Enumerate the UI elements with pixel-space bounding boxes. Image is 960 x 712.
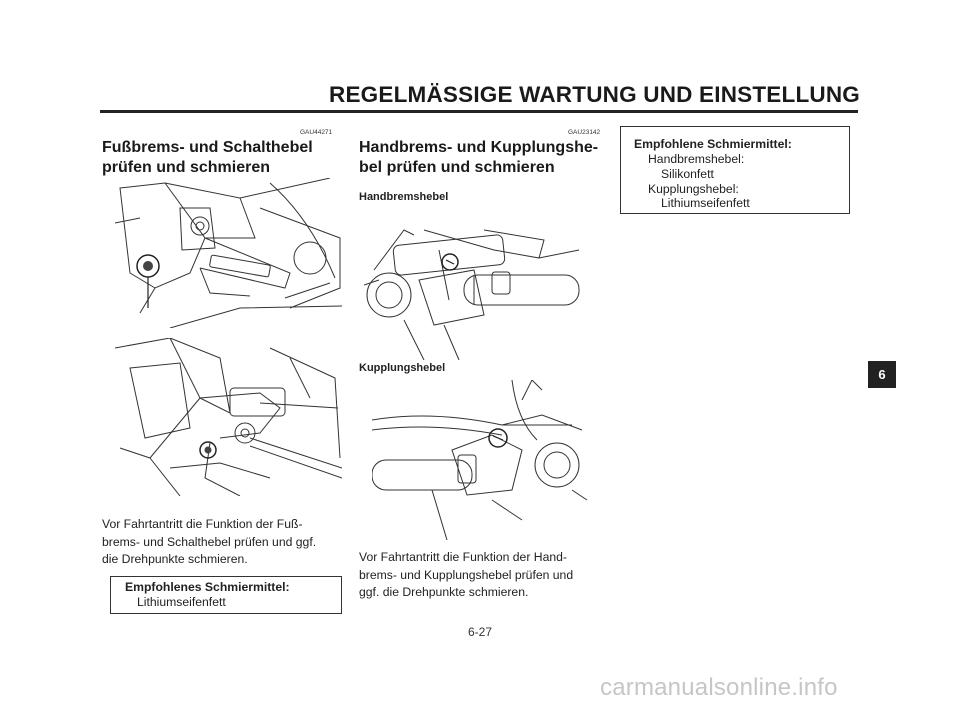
middle-paragraph-line2: brems- und Kupplungshebel prüfen und [359,567,574,582]
left-heading-line1: Fußbrems- und Schalthebel [102,139,313,156]
left-box-title: Empfohlenes Schmiermittel: [125,580,290,594]
left-paragraph-line1: Vor Fahrtantritt die Funktion der Fuß- [102,517,303,531]
left-paragraph [102,516,316,569]
left-section-heading [102,138,313,178]
left-paragraph-line2: brems- und Schalthebel prüfen und ggf. [102,534,317,549]
clutch-lever-label: Kupplungshebel [359,362,446,374]
middle-section-code: GAU23142 [568,129,601,136]
chapter-tab: 6 [868,361,896,388]
right-box-clutch-value: Lithiumseifenfett [661,196,750,210]
hand-brake-lever-figure [364,210,592,360]
middle-paragraph-line1: Vor Fahrtantritt die Funktion der Hand- [359,550,567,564]
header-rule [100,110,858,113]
middle-section-heading [359,138,598,178]
left-paragraph-line3: die Drehpunkte schmieren. [102,552,248,566]
middle-heading-line2: bel prüfen und schmieren [359,159,555,176]
right-box-clutch-label: Kupplungshebel: [648,182,739,196]
right-box-hand-brake-label: Handbremshebel: [648,152,745,166]
page-number: 6-27 [467,625,493,639]
right-lubricant-box [620,126,850,214]
middle-heading-line1: Handbrems- und Kupplungshe- [359,139,599,156]
left-heading-line2: prüfen und schmieren [102,159,271,176]
right-box-title: Empfohlene Schmiermittel: [634,137,792,151]
watermark: carmanualsonline.info [600,674,838,701]
middle-paragraph [359,549,573,602]
left-section-code: GAU44271 [300,129,333,136]
left-box-value: Lithiumseifenfett [137,595,226,609]
page-header-title: REGELMÄSSIGE WARTUNG UND EINSTELLUNG [329,82,860,107]
left-lubricant-box [110,576,342,614]
brake-lever-label: Handbremshebel [359,191,449,203]
middle-paragraph-line3: ggf. die Drehpunkte schmieren. [359,585,529,599]
right-box-hand-brake-value: Silikonfett [661,167,714,181]
foot-brake-lever-figure [110,178,342,328]
shift-lever-figure [110,338,342,496]
clutch-lever-figure [372,380,600,540]
